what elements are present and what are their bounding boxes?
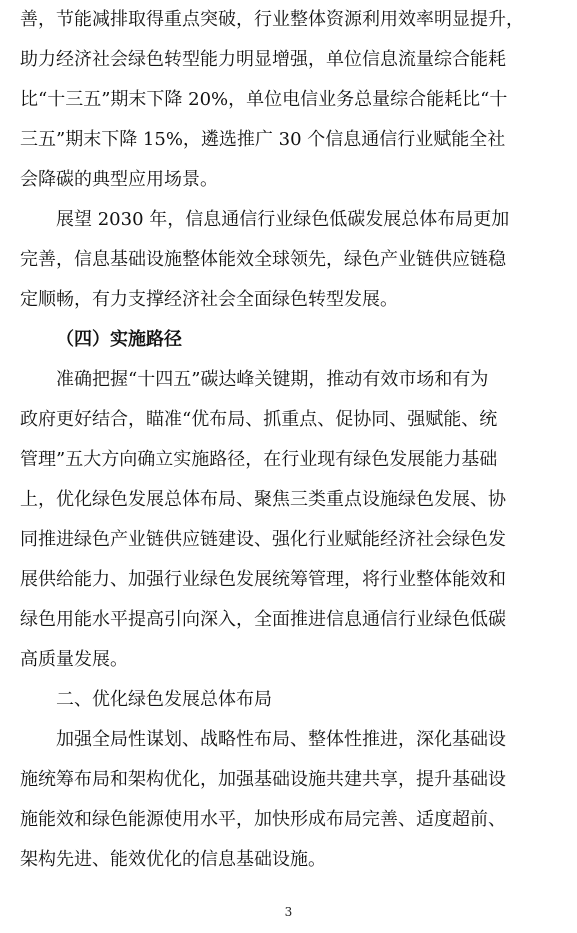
text-line: 完善，信息基础设施整体能效全球领先，绿色产业链供应链稳 (20, 249, 506, 270)
text-line: 绿色用能水平提高引向深入，全面推进信息通信行业绿色低碳 (20, 609, 506, 630)
text-line: 比“十三五”期末下降 20%，单位电信业务总量综合能耗比“十 (20, 89, 508, 110)
page-number: 3 (284, 905, 293, 919)
section-heading: （四）实施路径 (56, 329, 182, 350)
paragraph-first-line: 展望 2030 年，信息通信行业绿色低碳发展总体布局更加 (56, 209, 510, 230)
text-line: 会降碳的典型应用场景。 (20, 169, 218, 190)
text-line: 助力经济社会绿色转型能力明显增强，单位信息流量综合能耗 (20, 49, 506, 70)
text-line: 施能效和绿色能源使用水平，加快形成布局完善、适度超前、 (20, 809, 506, 830)
text-line: 上，优化绿色发展总体布局、聚焦三类重点设施绿色发展、协 (20, 489, 506, 510)
paragraph-first-line: 准确把握“十四五”碳达峰关键期，推动有效市场和有为 (56, 369, 489, 390)
text-line: 施统筹布局和架构优化，加强基础设施共建共享，提升基础设 (20, 769, 506, 790)
text-line: 定顺畅，有力支撑经济社会全面绿色转型发展。 (20, 289, 398, 310)
text-line: 架构先进、能效优化的信息基础设施。 (20, 849, 326, 870)
paragraph-first-line: 加强全局性谋划、战略性布局、整体性推进，深化基础设 (56, 729, 506, 750)
text-line: 管理”五大方向确立实施路径，在行业现有绿色发展能力基础 (20, 449, 498, 470)
text-line: 善，节能减排取得重点突破，行业整体资源利用效率明显提升， (20, 9, 524, 30)
text-line: 展供给能力、加强行业绿色发展统筹管理，将行业整体能效和 (20, 569, 506, 590)
text-line: 政府更好结合，瞄准“优布局、抓重点、促协同、强赋能、统 (20, 409, 498, 430)
text-line: 高质量发展。 (20, 649, 128, 670)
chapter-heading: 二、优化绿色发展总体布局 (56, 689, 272, 710)
text-line: 同推进绿色产业链供应链建设、强化行业赋能经济社会绿色发 (20, 529, 506, 550)
text-line: 三五”期末下降 15%，遴选推广 30 个信息通信行业赋能全社 (20, 129, 506, 150)
